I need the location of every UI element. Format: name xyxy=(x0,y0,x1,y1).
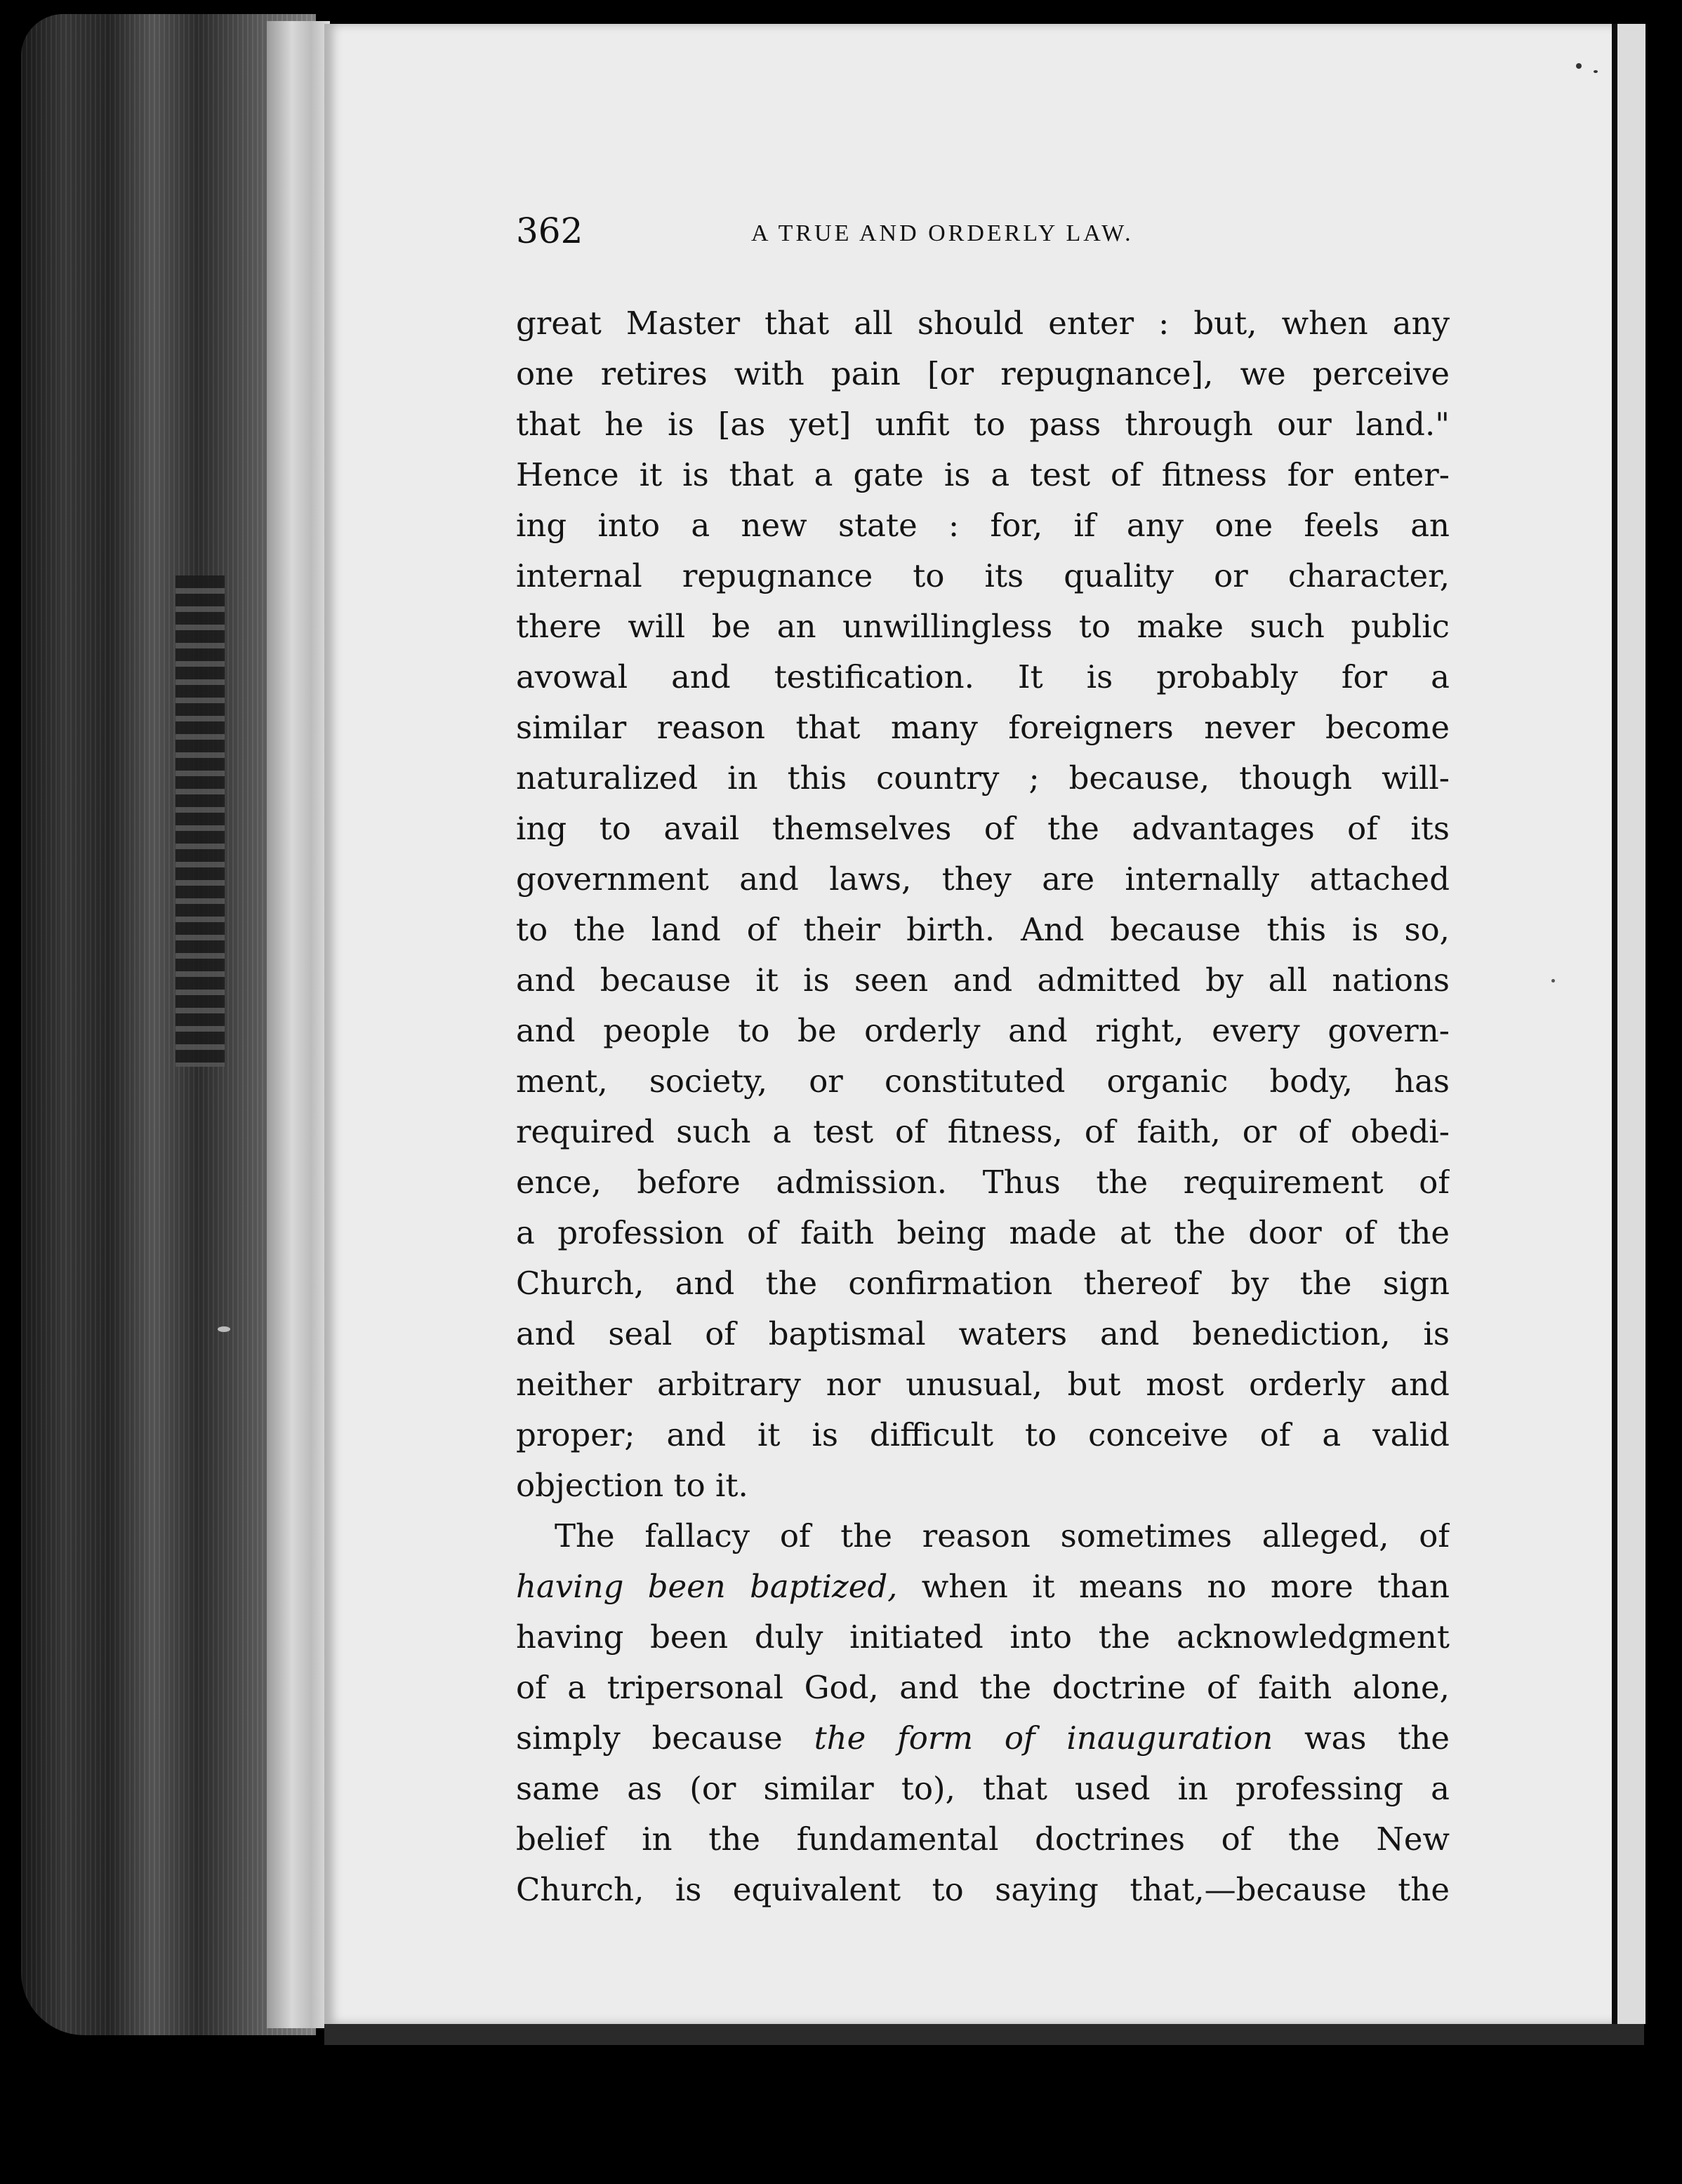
page-bottom-shadow xyxy=(324,2024,1644,2045)
text-line: Church, is equivalent to saying that,—because the xyxy=(516,1871,1450,1908)
dust-speck xyxy=(218,1326,230,1332)
text-line: neither arbitrary nor unusual, but most orderly and xyxy=(516,1366,1450,1403)
right-margin-rule xyxy=(1612,24,1617,2024)
page-header xyxy=(516,211,1450,267)
spine-lettering xyxy=(176,575,225,1067)
text-line: proper; and it is difficult to conceive of a valid xyxy=(516,1416,1450,1453)
text-line: objection to it. xyxy=(516,1467,748,1504)
italic-phrase: the form of inauguration xyxy=(814,1719,1273,1757)
text-line: required such a test of fitness, of faith, or of obedi- xyxy=(516,1113,1450,1150)
text-segment: simply because xyxy=(516,1719,814,1757)
text-line: avowal and testification. It is probably for a xyxy=(516,658,1450,695)
dust-speck xyxy=(1594,70,1598,73)
text-line: government and laws, they are internally attached xyxy=(516,860,1450,898)
text-line-with-italic xyxy=(516,1562,1450,1612)
text-line: naturalized in this country ; because, though will- xyxy=(516,759,1450,797)
text-line: and because it is seen and admitted by all nations xyxy=(516,961,1450,999)
text-line: belief in the fundamental doctrines of the New xyxy=(516,1820,1450,1858)
text-segment: when it means no more than xyxy=(897,1568,1450,1605)
dust-speck xyxy=(1576,63,1582,69)
text-line: great Master that all should enter : but, when any xyxy=(516,305,1450,342)
text-line: ing into a new state : for, if any one feels an xyxy=(516,507,1450,544)
page-number: 362 xyxy=(516,211,583,251)
text-line: Hence it is that a gate is a test of fitness for enter- xyxy=(516,456,1450,493)
text-line: same as (or similar to), that used in professing a xyxy=(516,1770,1450,1807)
text-line: to the land of their birth. And because this is so, xyxy=(516,911,1450,948)
italic-phrase: having been baptized, xyxy=(516,1568,898,1605)
text-line: and people to be orderly and right, every govern- xyxy=(516,1012,1450,1049)
text-line: a profession of faith being made at the door of the xyxy=(516,1214,1450,1251)
text-line: and seal of baptismal waters and benediction, is xyxy=(516,1315,1450,1352)
text-line: having been duly initiated into the acknowledgment xyxy=(516,1618,1450,1656)
text-line-with-italic xyxy=(516,1713,1450,1764)
page-stack-edge xyxy=(267,21,330,2028)
facing-page-edge xyxy=(1617,24,1645,2024)
text-segment: was the xyxy=(1273,1719,1450,1757)
running-head: A TRUE AND ORDERLY LAW. xyxy=(751,220,1134,246)
body-text xyxy=(516,298,1450,1915)
dust-speck xyxy=(1551,979,1555,983)
text-line: ment, society, or constituted organic body, has xyxy=(516,1063,1450,1100)
text-line: that he is [as yet] unfit to pass through our land." xyxy=(516,406,1450,443)
paragraph-first-line: The fallacy of the reason sometimes alleged, of xyxy=(555,1517,1450,1554)
text-line: similar reason that many foreigners never become xyxy=(516,709,1450,746)
text-line: one retires with pain [or repugnance], we perceive xyxy=(516,355,1450,392)
text-line: internal repugnance to its quality or character, xyxy=(516,557,1450,594)
text-line: ence, before admission. Thus the requirement of xyxy=(516,1164,1450,1201)
text-line: there will be an unwillingless to make such public xyxy=(516,608,1450,645)
text-line: Church, and the confirmation thereof by the sign xyxy=(516,1265,1450,1302)
text-line: of a tripersonal God, and the doctrine of faith alone, xyxy=(516,1669,1450,1706)
text-line: ing to avail themselves of the advantages of its xyxy=(516,810,1450,847)
